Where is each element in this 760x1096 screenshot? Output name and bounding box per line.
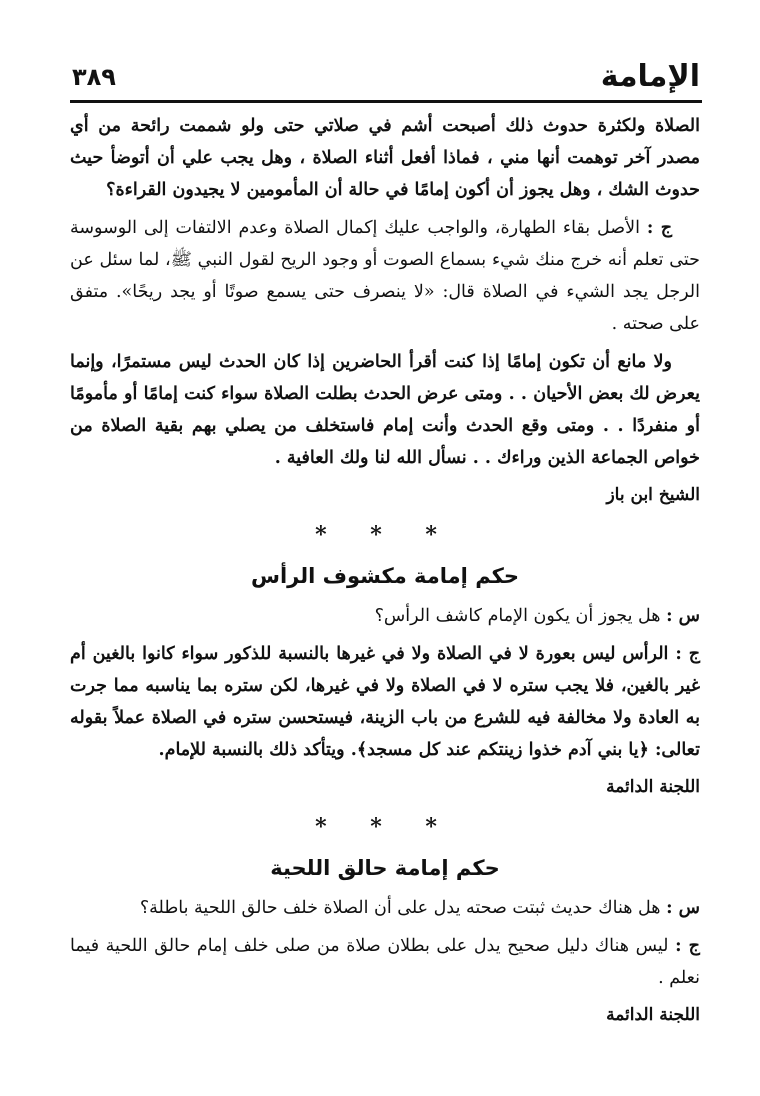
question-text: هل يجوز أن يكون الإمام كاشف الرأس؟ xyxy=(374,606,661,626)
answer-label: ج : xyxy=(646,218,672,238)
question-label: س : xyxy=(666,898,700,918)
signature-ibn-baz: الشيخ ابن باز xyxy=(606,485,700,505)
answer-text: ليس هناك دليل صحيح يدل على بطلان صلاة من صلى خلف إمام حالق اللحية فيما نعلم . xyxy=(70,936,700,988)
answer-text: الرأس ليس بعورة لا في الصلاة ولا في غيرها بالنسبة للذكور سواء كانوا بالغين أم غير بالغين، فلا يجب ستره لا في الصلاة ولا في غيرها، لكن ستره بما يناسبه مما جرت به العادة ولا مخالفة فيه للشرع من باب الزينة، فيستحسن ستره في الصلاة عملاً بقوله تعالى: ﴿يا بني آدم خذوا زينتكم عند كل مسجد﴾. ويتأكد ذلك بالنسبة للإمام. xyxy=(70,644,700,760)
answer-label: ج : xyxy=(675,644,700,664)
page-header xyxy=(72,58,700,98)
page-number: ٣٨٩ xyxy=(72,63,116,91)
section-separator: * * * xyxy=(315,814,455,840)
question-continuation: الصلاة ولكثرة حدوث ذلك أصبحت أشم في صلاتي حتى ولو شممت رائحة من أي مصدر آخر توهمت أنها مني ، فماذا أفعل أثناء الصلاة ، وهل يجب علي أن أتوضأ حيث حدوث الشك ، وهل يجوز أن أكون إمامًا في حالة أن المأمومين لا يجيدون القراءة؟ xyxy=(70,116,700,200)
question-paragraph xyxy=(70,600,700,632)
answer-label: ج : xyxy=(675,936,700,956)
header-rule xyxy=(70,100,702,103)
section-heading: حكم إمامة حالق اللحية xyxy=(270,856,500,880)
page-content xyxy=(70,110,700,1040)
answer-paragraph-2: ولا مانع أن تكون إمامًا إذا كنت أقرأ الحاضرين إذا كان الحدث ليس مستمرًا، وإنما يعرض لك بعض الأحيان . . ومتى عرض الحدث بطلت الصلاة سواء كنت إمامًا أو مأمومًا أو منفردًا . . ومتى وقع الحدث وأنت إمام فاستخلف من يصلي بهم بقية الصلاة من خواص الجماعة الذين وراءك . . نسأل الله لنا ولك العافية . xyxy=(70,352,700,468)
section-heading: حكم إمامة مكشوف الرأس xyxy=(250,564,520,588)
answer-paragraph xyxy=(70,930,700,994)
signature-committee: اللجنة الدائمة xyxy=(606,1005,700,1025)
answer-paragraph xyxy=(70,212,700,340)
section-separator: * * * xyxy=(315,522,455,548)
question-label: س : xyxy=(666,606,700,626)
answer-paragraph xyxy=(70,638,700,766)
answer-text: الأصل بقاء الطهارة، والواجب عليك إكمال الصلاة وعدم الالتفات إلى الوسوسة حتى تعلم أنه خرج منك شيء بسماع الصوت أو وجود الريح لقول النبي ﷺ، لما سئل عن الرجل يجد الشيء في الصلاة قال: «لا ينصرف حتى يسمع صوتًا أو يجد ريحًا». متفق على صحته . xyxy=(70,218,700,334)
signature-committee: اللجنة الدائمة xyxy=(606,777,700,797)
question-text: هل هناك حديث ثبتت صحته يدل على أن الصلاة خلف حالق اللحية باطلة؟ xyxy=(139,898,661,918)
running-title: الإمامة xyxy=(600,59,700,94)
question-paragraph xyxy=(70,892,700,924)
